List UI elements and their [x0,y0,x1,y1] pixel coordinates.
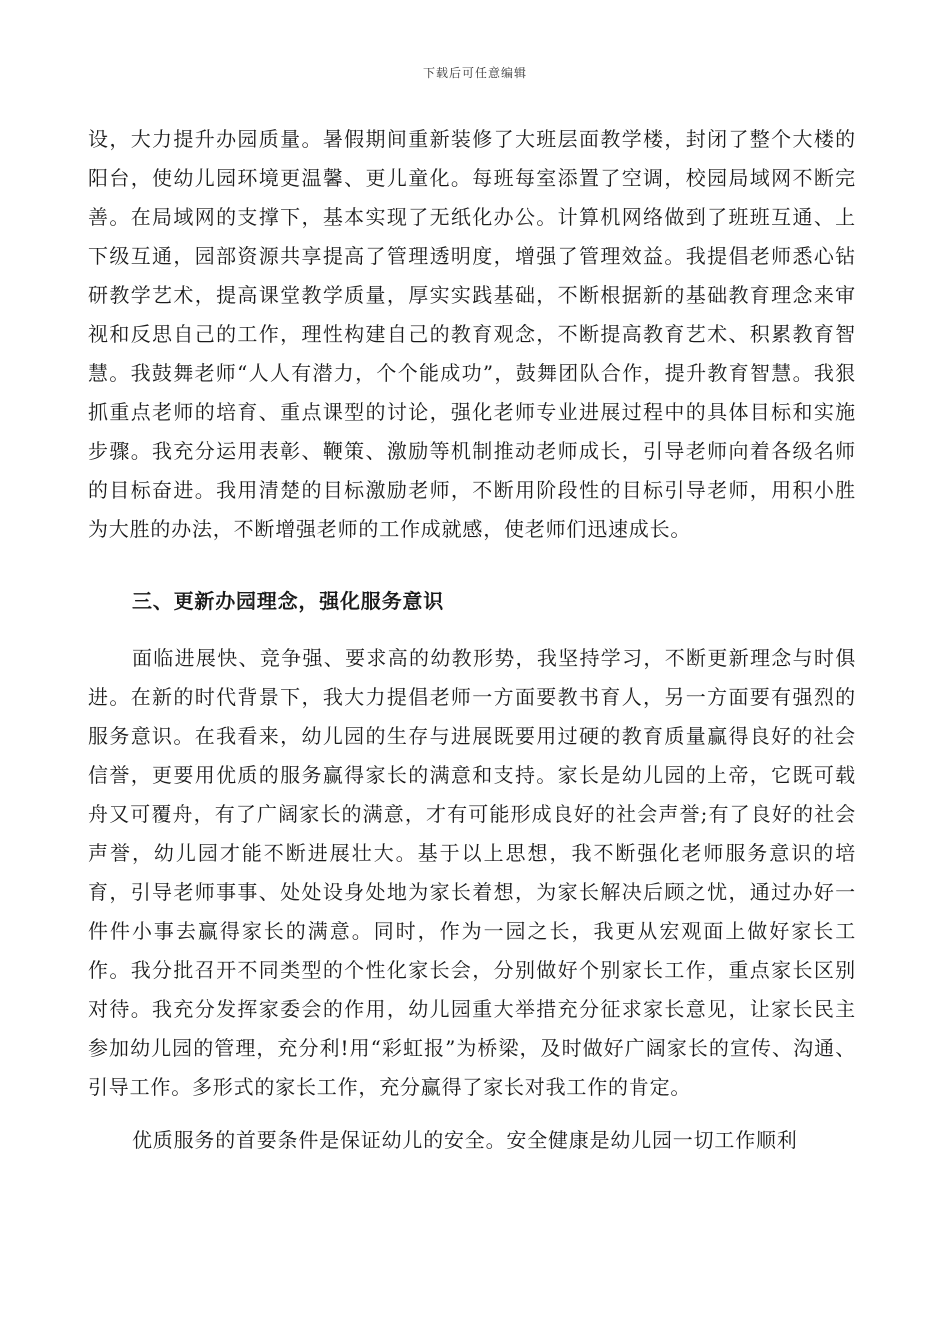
paragraph-gap [88,549,856,563]
paragraph-gap [88,1107,856,1121]
document-body [88,120,856,1160]
paragraph-safety: 优质服务的首要条件是保证幼儿的安全。安全健康是幼儿园一切工作顺利 [132,1128,798,1152]
header-note: 下载后可任意编辑 [422,66,527,80]
paragraph-service-awareness: 面临进展快、竞争强、要求高的幼教形势，我坚持学习，不断更新理念与时俱进。在新的时代背景下，我大力提倡老师一方面要教书育人，另一方面要有强烈的服务意识。在我看来，幼儿园的生存与进展既要用过硬的教育质量赢得良好的社会信誉，更要用优质的服务赢得家长的满意和支持。家长是幼儿园的上帝，它既可载舟又可覆舟，有了广阔家长的满意，才有可能形成良好的社会声誉;有了良好的社会声誉，幼儿园才能不断进展壮大。基于以上思想，我不断强化老师服务意识的培育，引导老师事事、处处设身处地为家长着想，为家长解决后顾之忧，通过办好一件件小事去赢得家长的满意。同时，作为一园之长，我更从宏观面上做好家长工作。我分批召开不同类型的个性化家长会，分别做好个别家长工作，重点家长区别对待。我充分发挥家委会的作用，幼儿园重大举措充分征求家长意见，让家长民主参加幼儿园的管理，充分利!用“彩虹报”为桥梁，及时做好广阔家长的宣传、沟通、引导工作。多形式的家长工作，充分赢得了家长对我工作的肯定。 [88,646,856,1099]
paragraph-continuation: 设，大力提升办园质量。暑假期间重新装修了大班层面教学楼，封闭了整个大楼的阳台，使幼儿园环境更温馨、更儿童化。每班每室添置了空调，校园局域网不断完善。在局域网的支撑下，基本实现了无纸化办公。计算机网络做到了班班互通、上下级互通，园部资源共享提高了管理透明度，增强了管理效益。我提倡老师悉心钻研教学艺术，提高课堂教学质量，厚实实践基础，不断根据新的基础教育理念来审视和反思自己的工作，理性构建自己的教育观念，不断提高教育艺术、积累教育智慧。我鼓舞老师“人人有潜力，个个能成功”，鼓舞团队合作，提升教育智慧。我狠抓重点老师的培育、重点课型的讨论，强化老师专业进展过程中的具体目标和实施步骤。我充分运用表彰、鞭策、激励等机制推动老师成长，引导老师向着各级名师的目标奋进。我用清楚的目标激励老师，不断用阶段性的目标引导老师，用积小胜为大胜的办法，不断增强老师的工作成就感，使老师们迅速成长。 [88,127,856,541]
section-heading: 三、更新办园理念，强化服务意识 [132,589,444,613]
